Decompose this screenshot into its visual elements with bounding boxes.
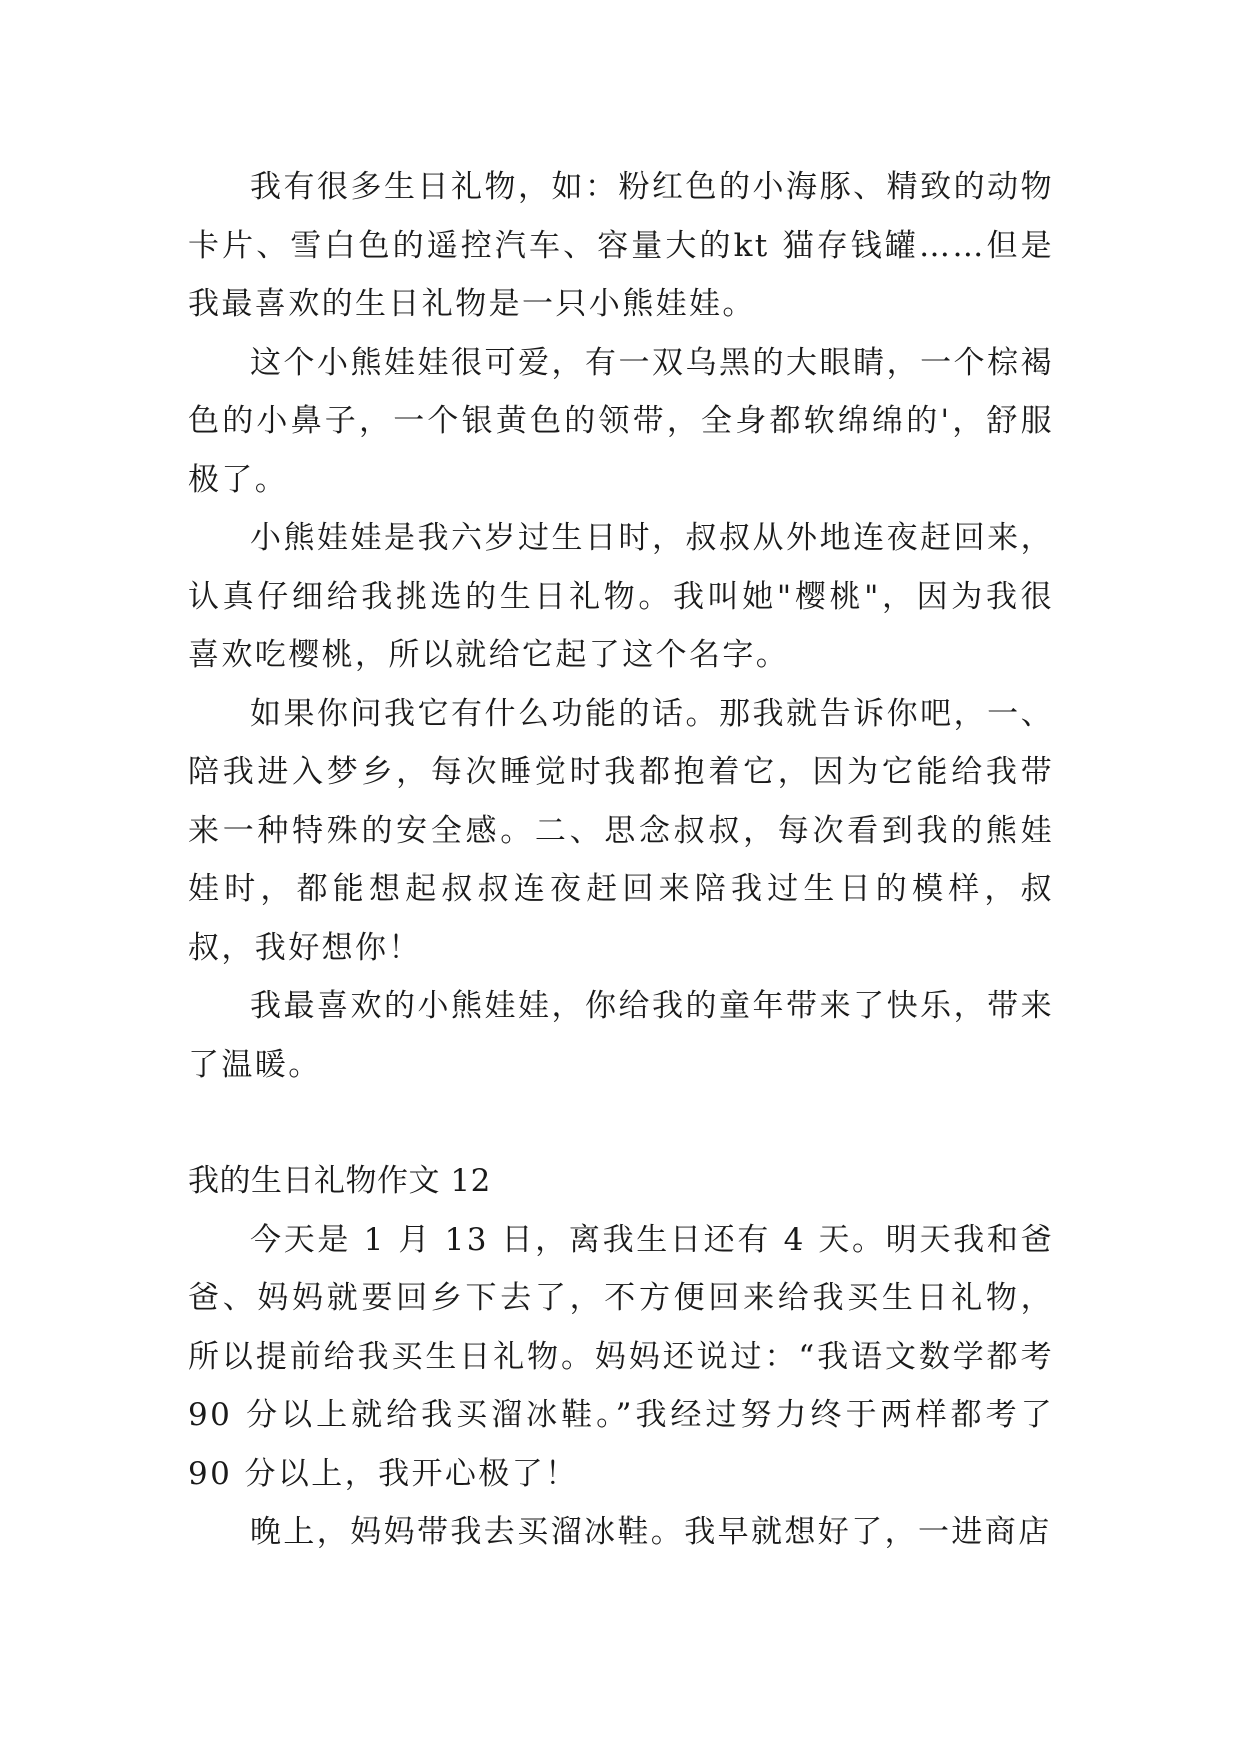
essay-heading: 我的生日礼物作文 12 <box>188 1163 491 1199</box>
paragraph-bear-conclusion: 我最喜欢的小熊娃娃，你给我的童年带来了快乐，带来了温暖。 <box>188 988 1054 1083</box>
paragraph-bear-functions: 如果你问我它有什么功能的话。那我就告诉你吧，一、陪我进入梦乡，每次睡觉时我都抱着它，因为它能给我带来一种特殊的安全感。二、思念叔叔，每次看到我的熊娃娃时，都能想起叔叔连夜赶回来陪我过生日的模样，叔叔，我好想你！ <box>188 695 1054 966</box>
paragraph-skates-intro: 今天是 1 月 13 日，离我生日还有 4 天。明天我和爸爸、妈妈就要回乡下去了，不方便回来给我买生日礼物，所以提前给我买生日礼物。妈妈还说过：“我语文数学都考 90 分以上就给我买溜冰鞋。”我经过努力终于两样都考了 90 分以上，我开心极了！ <box>188 1221 1054 1492</box>
document-body <box>188 158 1054 1562</box>
paragraph-bear-origin: 小熊娃娃是我六岁过生日时，叔叔从外地连夜赶回来，认真仔细给我挑选的生日礼物。我叫她"樱桃"，因为我很喜欢吃樱桃，所以就给它起了这个名字。 <box>188 520 1054 673</box>
paragraph-bear-description: 这个小熊娃娃很可爱，有一双乌黑的大眼睛，一个棕褐色的小鼻子，一个银黄色的领带，全身都软绵绵的'，舒服极了。 <box>188 344 1054 498</box>
paragraph-gifts-list: 我有很多生日礼物，如：粉红色的小海豚、精致的动物卡片、雪白色的遥控汽车、容量大的kt 猫存钱罐……但是我最喜欢的生日礼物是一只小熊娃娃。 <box>188 169 1054 322</box>
paragraph-skates-shopping: 晚上，妈妈带我去买溜冰鞋。我早就想好了，一进商店 <box>250 1514 1052 1550</box>
